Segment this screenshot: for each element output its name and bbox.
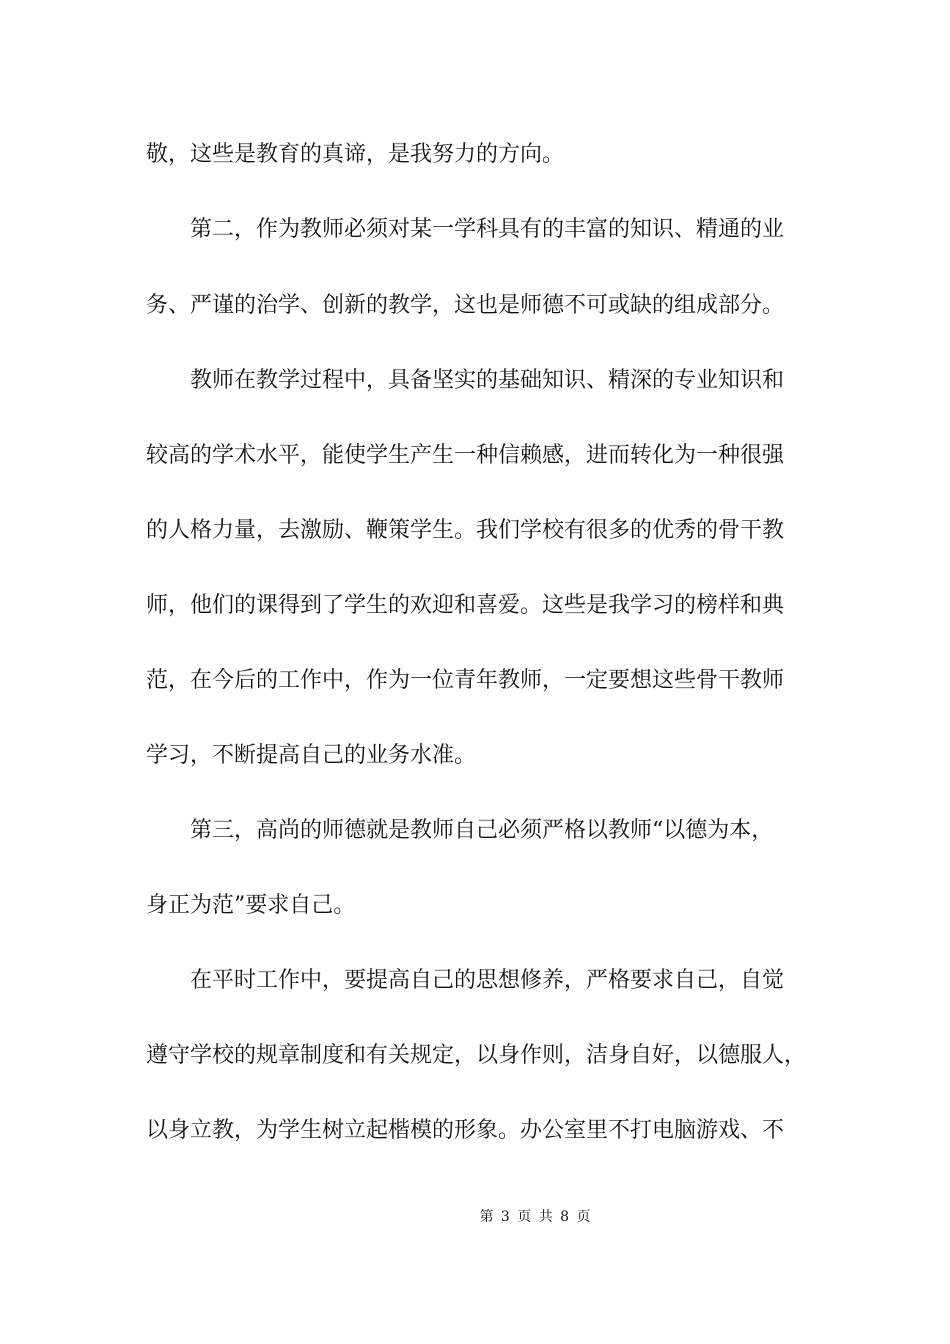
text-line: 第二，作为教师必须对某一学科具有的丰富的知识、精通的业 — [146, 217, 785, 242]
text-line: 的人格力量，去激励、鞭策学生。我们学校有很多的优秀的骨干教 — [146, 518, 785, 543]
text-line: 第三，高尚的师德就是教师自己必须严格以教师“以德为本， — [146, 818, 774, 843]
text-line: 身正为范”要求自己。 — [146, 893, 356, 918]
page-footer — [0, 1206, 950, 1226]
text-line: 遵守学校的规章制度和有关规定，以身作则，洁身自好，以德服人， — [146, 1043, 807, 1068]
text-line: 学习，不断提高自己的业务水准。 — [146, 743, 477, 768]
text-line: 较高的学术水平，能使学生产生一种信赖感，进而转化为一种很强 — [146, 443, 785, 468]
text-line: 范，在今后的工作中，作为一位青年教师，一定要想这些骨干教师 — [146, 668, 785, 693]
text-line: 务、严谨的治学、创新的教学，这也是师德不可或缺的组成部分。 — [146, 293, 785, 318]
text-line: 师，他们的课得到了学生的欢迎和喜爱。这些是我学习的榜样和典 — [146, 593, 785, 618]
text-line: 敬，这些是教育的真谛，是我努力的方向。 — [146, 142, 565, 167]
text-line: 在平时工作中，要提高自己的思想修养，严格要求自己，自觉 — [146, 968, 785, 993]
page-number: 第 3 页 共 8 页 — [479, 1209, 591, 1225]
text-line: 以身立教，为学生树立起楷模的形象。办公室里不打电脑游戏、不 — [146, 1118, 785, 1143]
text-line: 教师在教学过程中，具备坚实的基础知识、精深的专业知识和 — [146, 368, 785, 393]
